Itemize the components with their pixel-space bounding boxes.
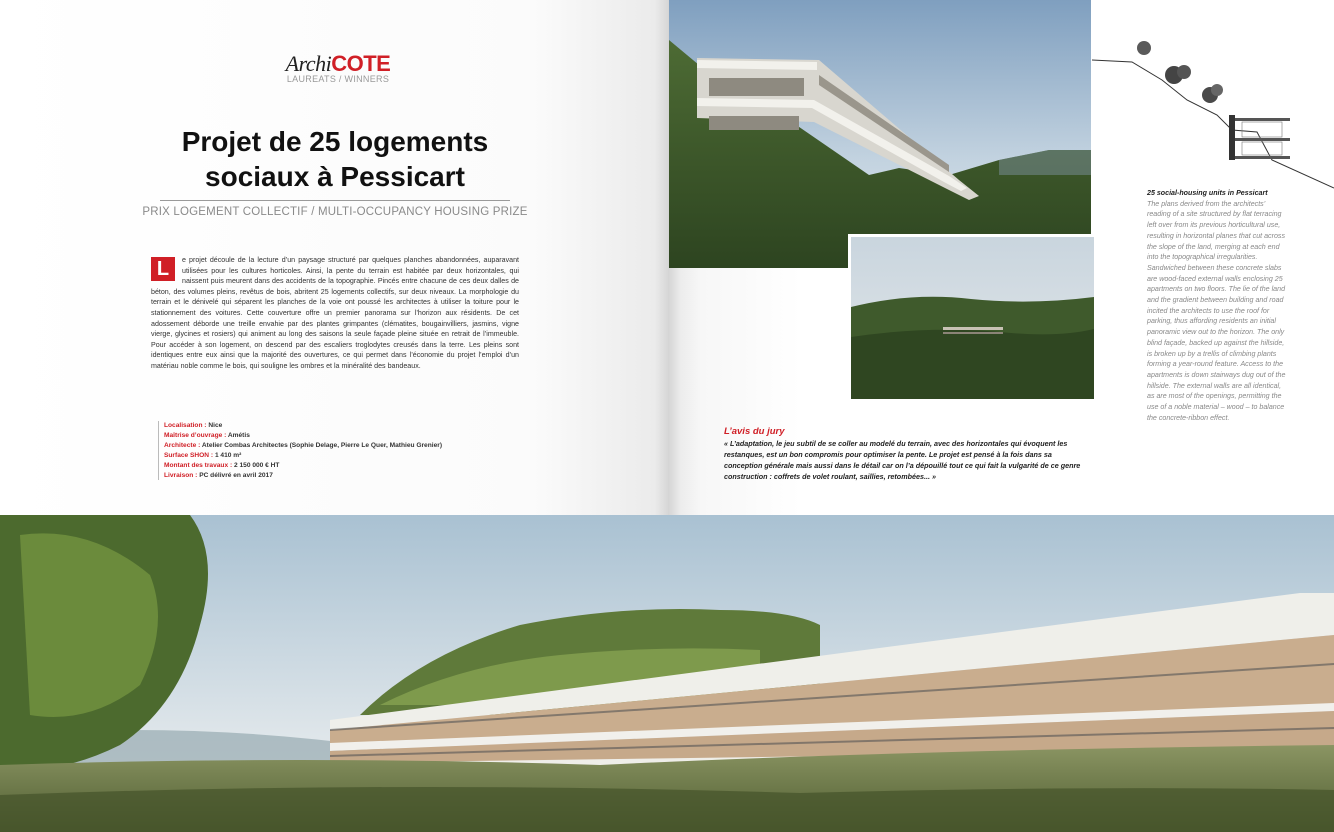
fact-location xyxy=(164,421,442,431)
logo-cote: COTE xyxy=(331,51,391,76)
fact-value: 2 150 000 € HT xyxy=(233,461,280,469)
caption-title: 25 social-housing units in Pessicart xyxy=(1147,189,1268,197)
fact-architect xyxy=(164,441,442,451)
fact-label: Livraison : xyxy=(164,471,200,479)
fact-delivery xyxy=(164,471,442,481)
caption-text: The plans derived from the architects’ reading of a site structured by flat terracing left over from its previous horticultural use, resulting in horizontal planes that cut across the slope of the land, merging at each end into the topographical irregularities. Sandwiched between these concrete slabs are wood-faced external walls enclosing 25 apartments on two floors. The lie of the land and the gradient between building and road incited the architects to use the roof for parking, thus affording residents an initial panoramic view out to the horizon. The only blind façade, backed up against the hillside, is broken up by a trellis of climbing plants forming a year-round feature. Access to the apartments is down stairways dug out of the hillside. The external walls are all identical, as are most of the openings, permitting the use of a noble material – wood – to balance the concrete-ribbon effect. xyxy=(1147,199,1286,422)
project-facts xyxy=(158,421,442,480)
fact-client xyxy=(164,431,442,441)
section-label: LAUREATS / WINNERS xyxy=(286,74,390,84)
building-render-panorama xyxy=(0,515,1334,832)
title-line-2: sociaux à Pessicart xyxy=(205,161,465,192)
prize-category: PRIX LOGEMENT COLLECTIF / MULTI-OCCUPANCY HOUSING PRIZE xyxy=(142,206,528,218)
title-divider xyxy=(160,200,510,201)
fact-budget xyxy=(164,461,442,471)
fact-value: 1 410 m² xyxy=(214,451,242,459)
article-title xyxy=(140,124,530,194)
fact-value: Nice xyxy=(208,422,223,429)
jury-heading: L’avis du jury xyxy=(724,426,785,437)
fact-label: Montant des travaux : xyxy=(164,461,234,469)
fact-value: Atelier Combas Architectes (Sophie Delage, Pierre Le Quer, Mathieu Grenier) xyxy=(201,441,443,449)
fact-label: Surface SHON : xyxy=(164,451,215,459)
fact-label: Architecte : xyxy=(164,441,202,449)
fact-surface xyxy=(164,451,442,461)
jury-opinion xyxy=(724,426,1086,482)
fact-value: Amétis xyxy=(227,431,250,439)
jury-quote: « L’adaptation, le jeu subtil de se coller au modelé du terrain, avec des horizontales qui évoquent les restanques, est un bon compromis pour optimiser la pente. Le projet est pensé à la fois dans sa conception générale mais aussi dans le détail car on l’a dépouillé tout ce qui fait la vulgarité de ce genre construction : coffrets de volet roulant, saillies, retombées... » xyxy=(724,439,1081,482)
article-body xyxy=(151,255,519,372)
article-body-text: e projet découle de la lecture d’un paysage structuré par quelques planches abandonnées, auparavant utilisées pour les cultures horticoles. Ainsi, la pente du terrain est habitée par deux horizontales, qui naissent puis meurent dans des accidents de la topographie. Pincés entre chacune de ces deux dalles de béton, des volumes pleins, revêtus de bois, abritent 25 logements collectifs, sur deux niveaux. La morphologie du terrain et le dénivelé qui séparent les planches de la voie ont poussé les architectes à utiliser la toiture pour le stationnement des voitures. Cette couverture offre un premier panorama sur l’horizon aux résidents. De cet adossement déborde une treille envahie par des plantes grimpantes (clématites, bougainvilliers, jasmins, vigne vierge, glycines et rosiers) qui animent au long des saisons la seule façade pleine située en retrait de l’immeuble. Pour accéder à son logement, on descend par des escaliers troglodytes creusés dans la terre. Les pleins sont identiques entre eux ainsi que la majorité des ouvertures, ce qui permet dans l’économie du projet l’emploi d’un matériau noble comme le bois, qui souligne les ombres et la minéralité des bandeaux. xyxy=(151,256,519,370)
hillside-distant-photo xyxy=(848,234,1094,399)
fact-value: PC délivré en avril 2017 xyxy=(199,471,273,479)
drop-cap: L xyxy=(151,257,175,281)
building-aerial-photo xyxy=(669,0,1091,268)
english-caption xyxy=(1147,188,1287,423)
site-section-drawing xyxy=(1092,20,1334,190)
brand-header xyxy=(283,52,393,84)
logo-archi: Archi xyxy=(285,51,332,76)
fact-label: Localisation : xyxy=(164,422,209,429)
title-line-1: Projet de 25 logements xyxy=(181,126,489,157)
fact-label: Maîtrise d’ouvrage : xyxy=(164,431,228,439)
archicote-logo xyxy=(283,52,393,76)
